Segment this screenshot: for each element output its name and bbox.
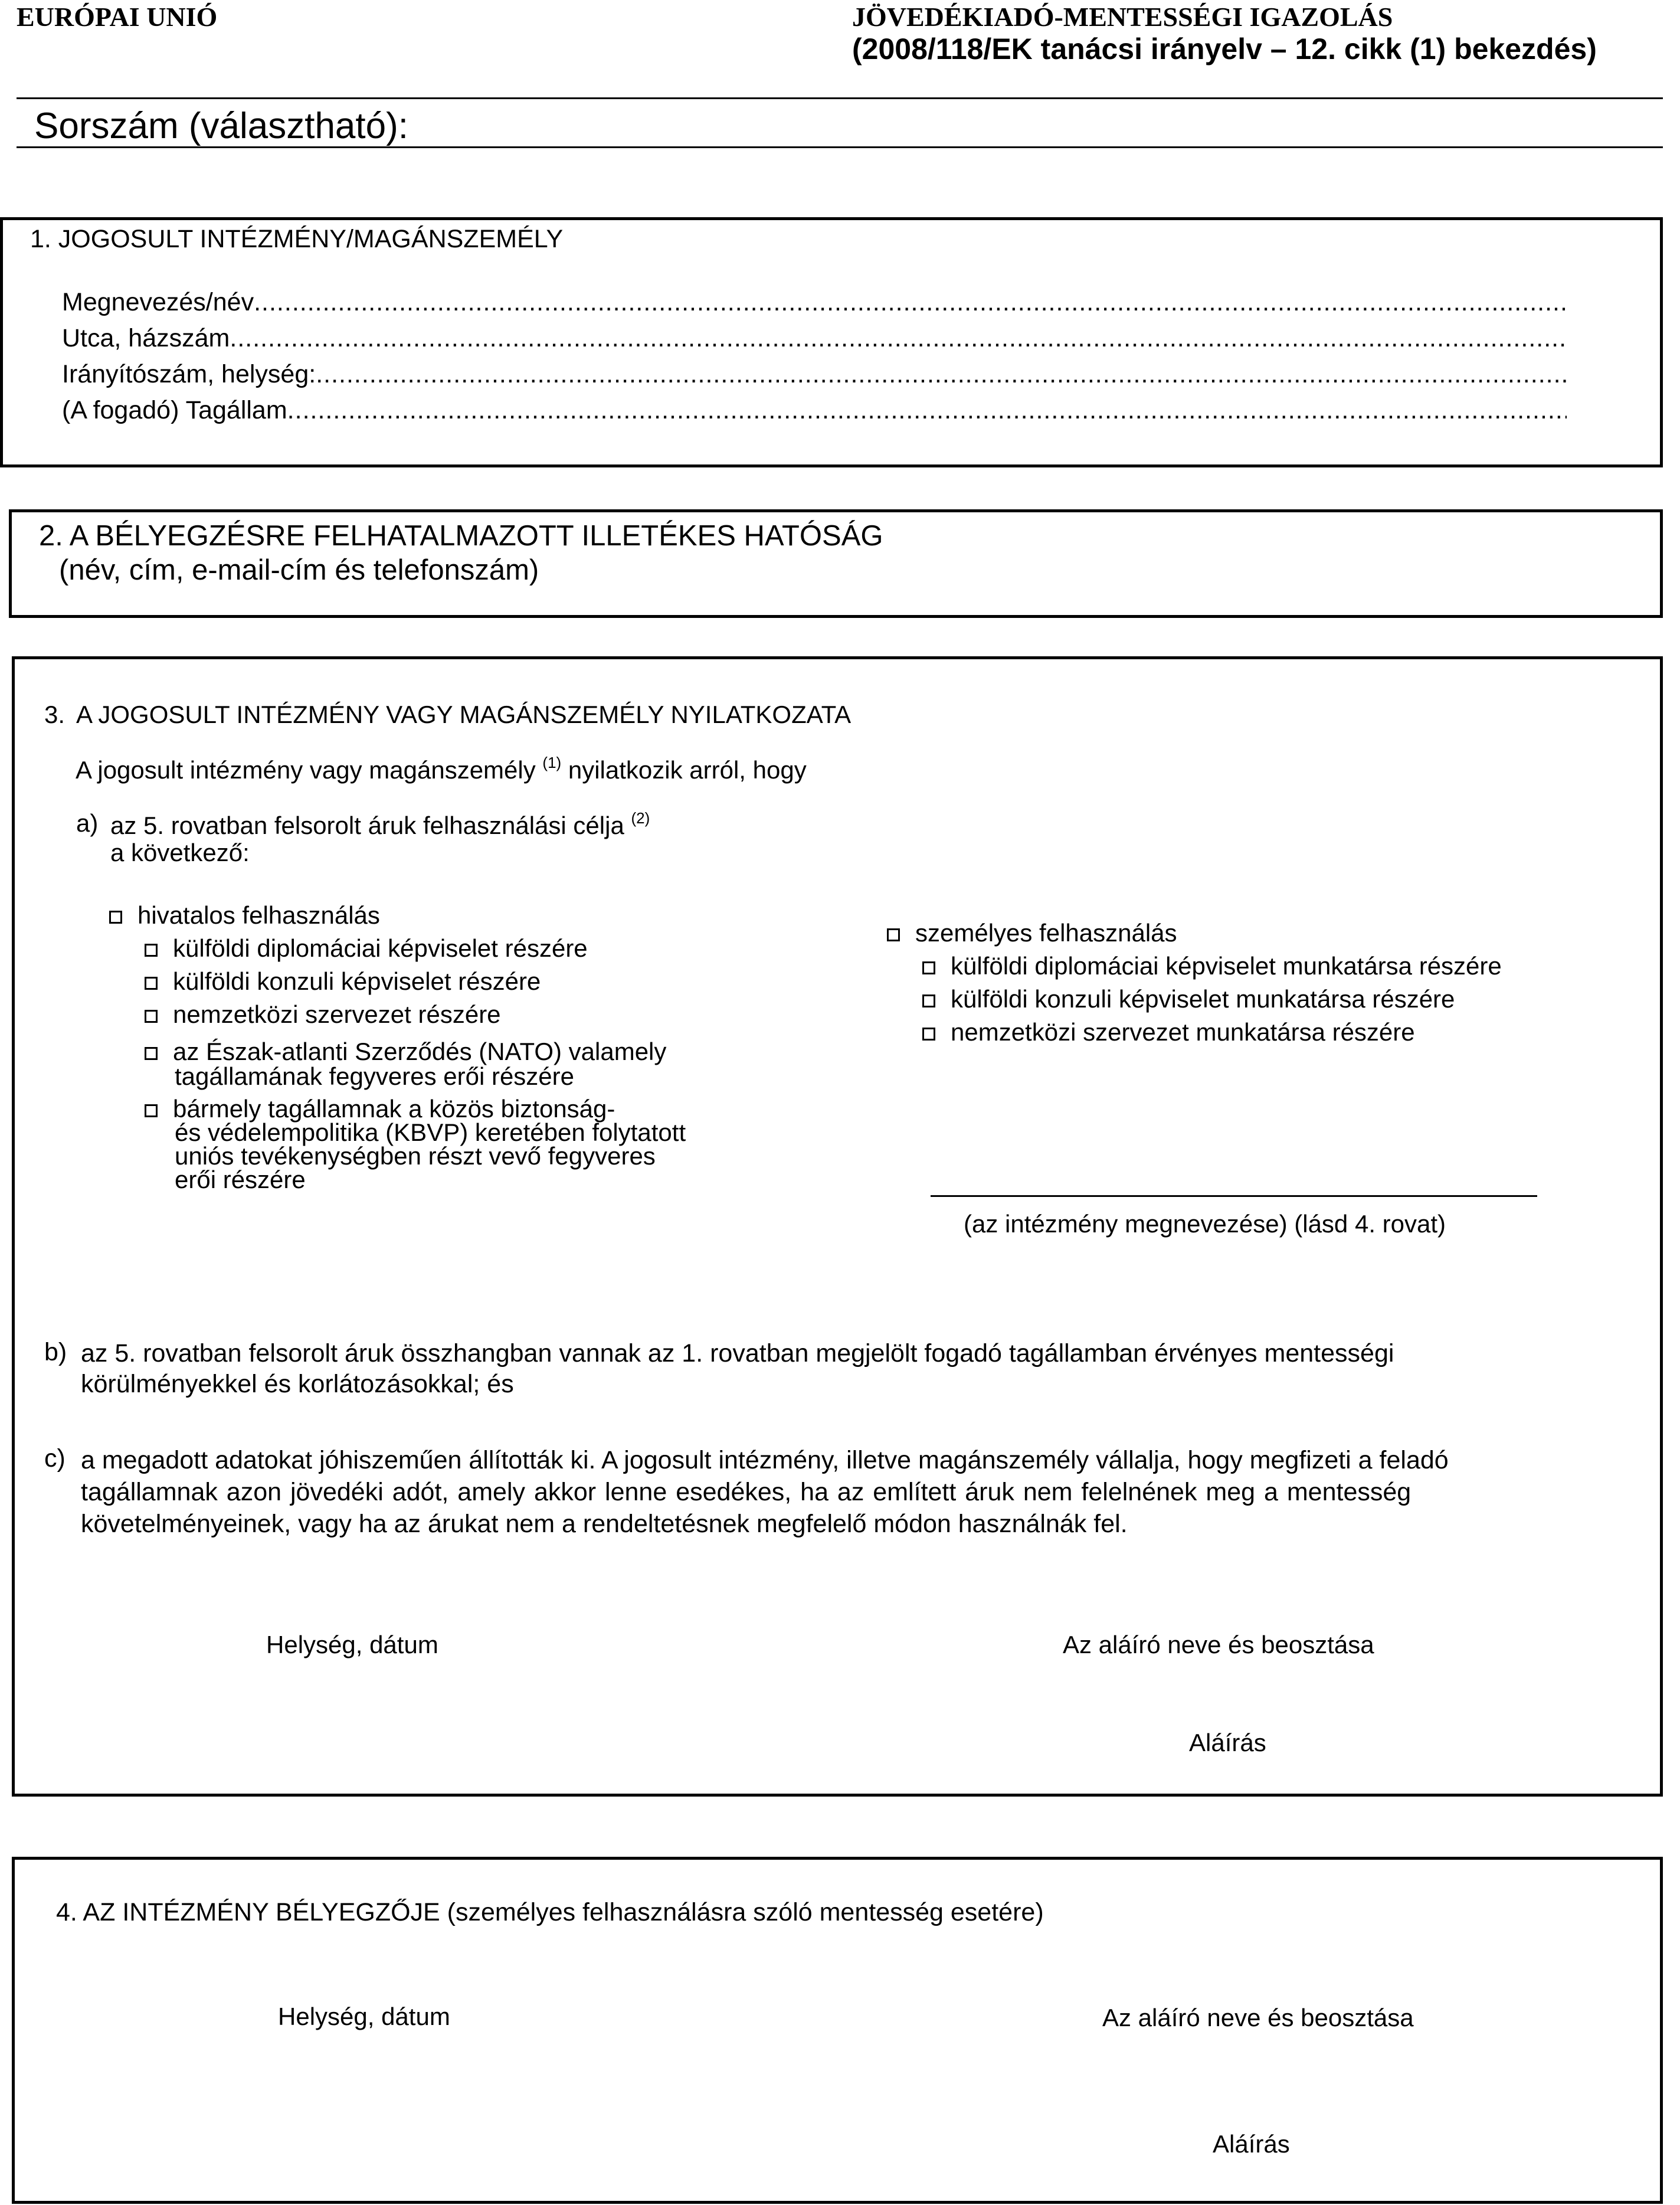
section-3-title: A JOGOSULT INTÉZMÉNY VAGY MAGÁNSZEMÉLY NYILATKOZATA [76,701,852,728]
section-4-box [12,1857,1663,2204]
official-nato-label-line2: tagállamának fegyveres erői részére [175,1062,575,1090]
item-c-text [81,1444,1615,1540]
institution-caption: (az intézmény megnevezése) (lásd 4. rovat) [964,1210,1446,1238]
personal-consular-label: külföldi konzuli képviselet munkatársa részére [951,985,1455,1013]
header-eu-label: EURÓPAI UNIÓ [17,2,218,32]
official-csdp-label-line1: bármely tagállamnak a közös biztonság- [173,1095,615,1123]
header-title-line1: JÖVEDÉKIADÓ-MENTESSÉGI IGAZOLÁS [852,2,1393,32]
street-field-label: Utca, házszám [62,324,230,352]
serial-number-field[interactable] [17,146,1663,148]
item-c-line2: tagállamnak azon jövedéki adót, amely akkor lenne esedékes, ha az említett áruk nem felelnének meg a mentesség [81,1478,1412,1506]
personal-diplomatic-label: külföldi diplomáciai képviselet munkatársa részére [951,952,1502,980]
section-2-subtitle: (név, cím, e-mail-cím és telefonszám) [59,554,539,586]
personal-intl-org-label: nemzetközi szervezet munkatársa részére [951,1018,1415,1046]
personal-diplomatic-option[interactable] [922,952,1502,980]
street-field[interactable] [62,324,1567,353]
section-4-title: 4. AZ INTÉZMÉNY BÉLYEGZŐJE (személyes felhasználásra szóló mentesség esetére) [56,1898,1044,1926]
section-3-place-date[interactable]: Helység, dátum [266,1631,438,1658]
item-b-line2: körülményekkel és korlátozásokkal; és [81,1370,514,1398]
official-consular-checkbox[interactable] [145,977,158,990]
official-use-option[interactable] [109,901,380,930]
header-title-line2: (2008/118/EK tanácsi irányelv – 12. cikk (1) bekezdés) [852,32,1597,66]
official-consular-label: külföldi konzuli képviselet részére [173,967,541,995]
item-c-line3: követelményeinek, vagy ha az árukat nem a rendeltetésnek megfelelő módon használnák fel. [81,1510,1128,1538]
item-b-text [81,1338,1615,1399]
personal-consular-checkbox[interactable] [922,994,935,1007]
serial-number-label: Sorszám (választható): [34,106,408,146]
section-1-title: 1. JOGOSULT INTÉZMÉNY/MAGÁNSZEMÉLY [30,225,564,253]
item-b-line1: az 5. rovatban felsorolt áruk összhangban vannak az 1. rovatban megjelölt fogadó tagállamban érvényes mentességi [81,1339,1394,1368]
name-field-label: Megnevezés/név [62,288,254,316]
intro-text-end: nyilatkozik arról, hogy [568,756,807,784]
declaration-intro [76,754,807,784]
official-nato-label-line1: az Észak-atlanti Szerződés (NATO) valamely [173,1038,667,1065]
section-3-signer[interactable]: Az aláíró neve és beosztása [1063,1631,1374,1658]
personal-use-option[interactable] [887,919,1177,947]
item-a-text-main: az 5. rovatban felsorolt áruk felhasználási célja [110,812,624,839]
official-intl-org-checkbox[interactable] [145,1010,158,1023]
official-csdp-option[interactable] [145,1097,686,1192]
member-state-field-label: (A fogadó) Tagállam [62,396,287,424]
header-title [852,1,1597,65]
official-intl-org-label: nemzetközi szervezet részére [173,1000,501,1028]
official-nato-option[interactable] [145,1039,666,1089]
footnote-2: (2) [631,809,650,827]
section-4-signature[interactable]: Aláírás [1213,2130,1290,2158]
official-diplomatic-option[interactable] [145,934,588,963]
official-use-checkbox[interactable] [109,911,122,924]
section-3-signature[interactable]: Aláírás [1189,1729,1266,1756]
section-1-box [0,217,1663,467]
official-consular-option[interactable] [145,967,541,996]
item-b-label: b) [44,1338,67,1366]
footnote-1: (1) [542,754,562,771]
section-3-box [12,656,1663,1797]
item-a-label: a) [76,809,99,837]
personal-use-checkbox[interactable] [887,928,900,941]
official-nato-checkbox[interactable] [145,1047,158,1060]
official-diplomatic-label: külföldi diplomáciai képviselet részére [173,934,588,962]
item-c-line1: a megadott adatokat jóhiszeműen állították ki. A jogosult intézmény, illetve magánszemély vállalja, hogy megfizeti a feladó [81,1446,1449,1474]
item-a-text [110,809,650,840]
official-csdp-label-line2: és védelempolitika (KBVP) keretében folytatott [175,1118,686,1146]
official-diplomatic-checkbox[interactable] [145,944,158,957]
postcode-city-field[interactable] [62,360,1567,389]
section-4-signer[interactable]: Az aláíró neve és beosztása [1102,2004,1414,2031]
header-rule-top [17,97,1663,99]
section-4-place-date[interactable]: Helység, dátum [278,2003,450,2030]
name-field[interactable] [62,288,1567,317]
item-a-text-cont: a következő: [110,839,250,866]
personal-intl-org-option[interactable] [922,1018,1415,1046]
official-intl-org-option[interactable] [145,1000,501,1029]
official-csdp-label-line4: erői részére [175,1166,306,1193]
postcode-city-field-label: Irányítószám, helység: [62,360,316,388]
personal-diplomatic-checkbox[interactable] [922,961,935,974]
member-state-field[interactable] [62,396,1567,425]
personal-use-label: személyes felhasználás [915,919,1177,947]
official-csdp-label-line3: uniós tevékenységben részt vevő fegyveres [175,1142,656,1170]
official-csdp-checkbox[interactable] [145,1104,158,1117]
personal-intl-org-checkbox[interactable] [922,1028,935,1041]
official-use-label: hivatalos felhasználás [137,901,380,929]
section-2-title: 2. A BÉLYEGZÉSRE FELHATALMAZOTT ILLETÉKES HATÓSÁG [39,520,883,552]
institution-name-line[interactable] [931,1195,1537,1197]
intro-text: A jogosult intézmény vagy magánszemély [76,756,536,784]
personal-consular-option[interactable] [922,985,1455,1013]
item-c-label: c) [44,1444,66,1473]
section-3-number: 3. [44,701,66,728]
section-2-box[interactable] [9,509,1663,618]
